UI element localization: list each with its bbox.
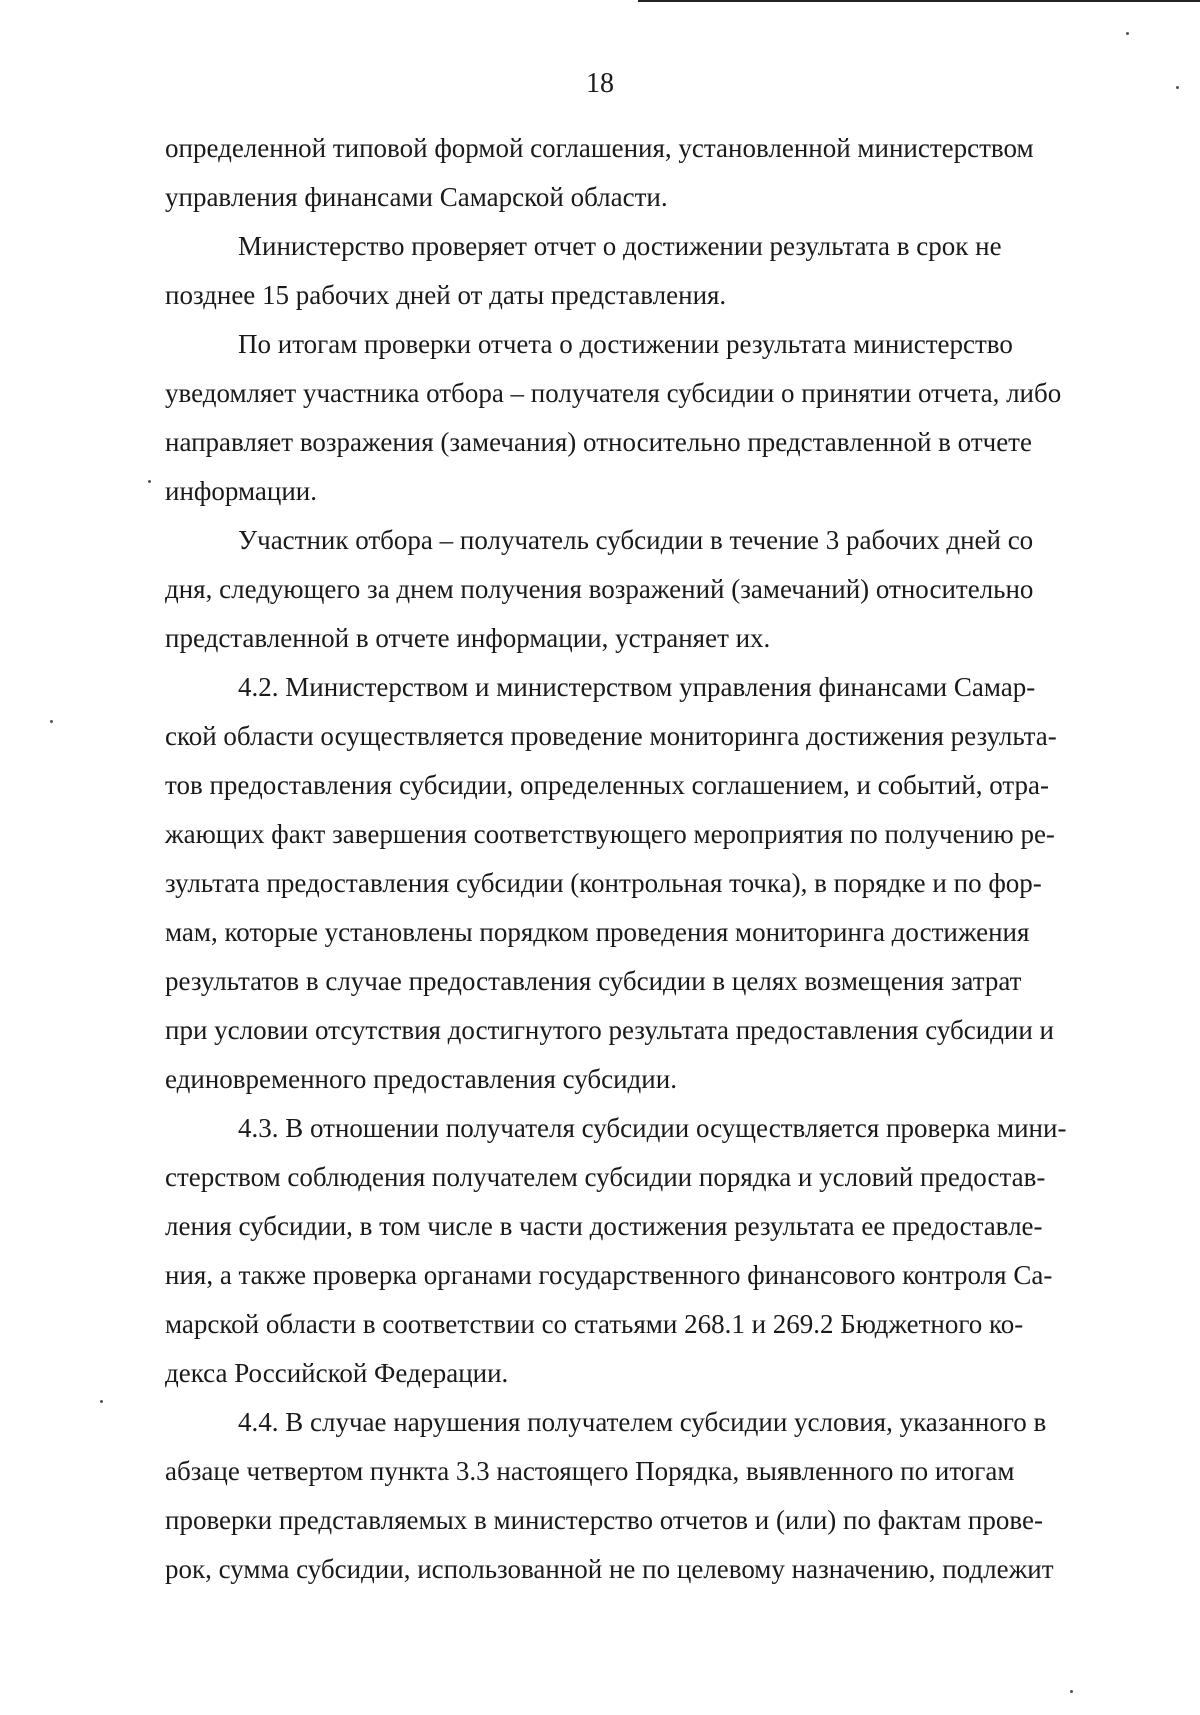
page-number: 18	[586, 68, 614, 99]
scan-speck	[1070, 1690, 1073, 1693]
paragraph-section-4-2: 4.2. Министерством и министерством управления финансами Самар- ской области осуществляется проведение мониторинга достижения результа- тов предоставления субсидии, определенных соглашением, и событий, отра- жающих факт завершения соответствующего мероприятия по получению ре- зультата предоставления субсидии (контрольная точка), в порядке и по фор- мам, которые установлены порядком проведения мониторинга достижения результатов в случае предоставления субсидии в целях возмещения затрат при условии отсутствия достигнутого результата предоставления субсидии и единовременного предоставления субсидии.	[165, 672, 1057, 1094]
paragraph-report-check-results: По итогам проверки отчета о достижении результата министерство уведомляет участника отбора – получателя субсидии о принятии отчета, либо направляет возражения (замечания) относительно представленной в отчете информации.	[165, 329, 1062, 506]
scan-speck	[50, 720, 53, 723]
document-body	[165, 124, 1120, 1594]
paragraph-objection-fix: Участник отбора – получатель субсидии в течение 3 рабочих дней со дня, следующего за днем получения возражений (замечаний) относительно представленной в отчете информации, устраняет их.	[165, 525, 1034, 653]
scan-speck	[148, 480, 151, 483]
scan-speck	[100, 1400, 103, 1403]
paragraph-section-4-3: 4.3. В отношении получателя субсидии осуществляется проверка мини- стерством соблюдения получателем субсидии порядка и условий предостав- ления субсидии, в том числе в части достижения результата ее предоставле- ния, а также проверка органами государственного финансового контроля Са- марской области в соответствии со статьями 268.1 и 269.2 Бюджетного ко- декса Российской Федерации.	[165, 1113, 1067, 1388]
scan-speck	[1126, 32, 1129, 35]
paragraph-continuation: определенной типовой формой соглашения, установленной министерством управления финансами Самарской области.	[165, 133, 1034, 212]
paragraph-report-check-deadline: Министерство проверяет отчет о достижении результата в срок не позднее 15 рабочих дней от даты представления.	[165, 231, 1002, 310]
paragraph-section-4-4: 4.4. В случае нарушения получателем субсидии условия, указанного в абзаце четвертом пункта 3.3 настоящего Порядка, выявленного по итогам проверки представляемых в министерство отчетов и (или) по фактам прове- рок, сумма субсидии, использованной не по целевому назначению, подлежит	[165, 1407, 1054, 1584]
top-edge-rule	[638, 0, 1200, 2]
